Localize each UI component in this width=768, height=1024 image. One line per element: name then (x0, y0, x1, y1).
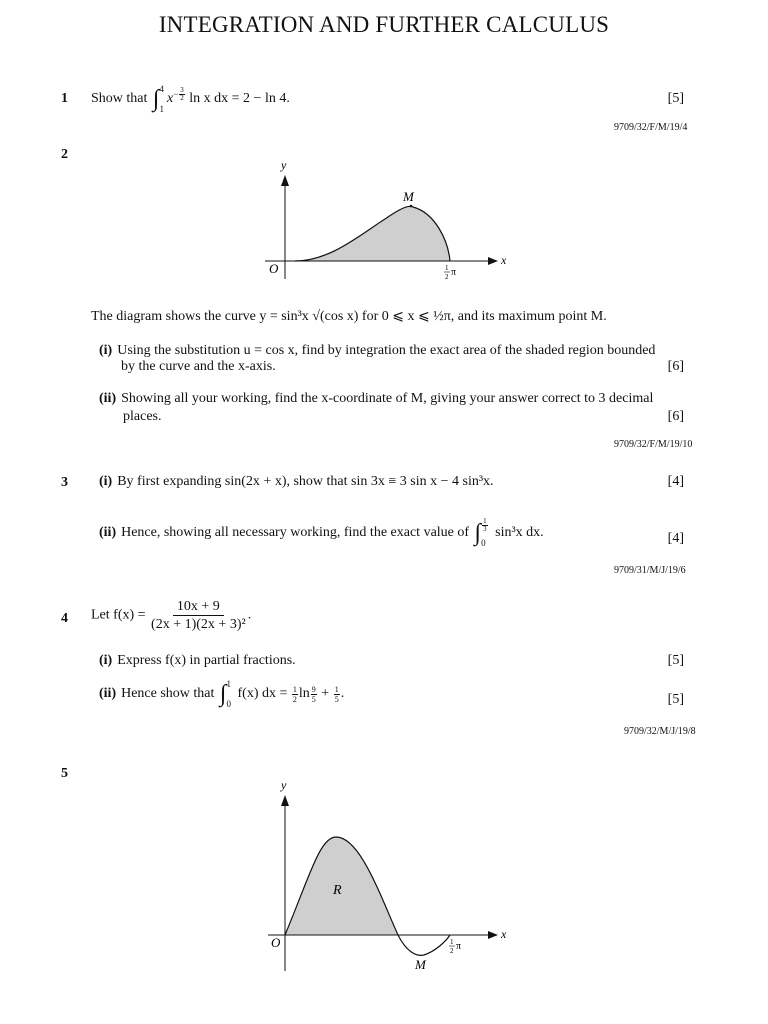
question-number-3: 3 (61, 475, 68, 490)
q5-y-arrowhead (281, 795, 289, 806)
q4-fraction (151, 598, 246, 633)
q4-part-i-text: Express f(x) in partial fractions. (117, 653, 296, 668)
q4-reference: 9709/32/M/J/19/8 (624, 726, 696, 737)
q2-part-i-line1: Using the substitution u = cos x, find by integration the exact area of the shaded region bounded (117, 343, 656, 358)
q5-pi: π (456, 941, 462, 952)
q2-part-i-marks: [6] (667, 359, 684, 374)
q5-x-label: x (501, 927, 507, 941)
q2-part-i (99, 343, 655, 359)
q1-marks: [5] (667, 91, 684, 106)
q3-lower-limit: 0 (481, 538, 486, 548)
q4-numerator: 10x + 9 (173, 598, 224, 616)
q5-curve-diagram (260, 775, 520, 975)
integral-sign: ∫ (474, 520, 482, 546)
q3-part-ii-marks: [4] (667, 531, 684, 546)
q1-prefix: Show that (91, 91, 148, 107)
q4-half-fraction: $\frac{1}{2}$ (292, 684, 297, 704)
q1-integrand: ln x dx = 2 − ln 4. (189, 91, 290, 107)
svg-text:2: 2 (450, 947, 454, 955)
q2-part-ii-label: (ii) (99, 391, 117, 406)
q4-one-fifth: $\frac{1}{5}$ (334, 684, 339, 704)
q2-part-i-line2: by the curve and the x-axis. (121, 359, 276, 374)
q2-max-point (410, 205, 413, 208)
q2-pi: π (451, 267, 457, 278)
q5-region-label: R (333, 883, 342, 898)
q3-part-i-text: By first expanding sin(2x + x), show that sin 3x ≡ 3 sin x − 4 sin³x. (117, 474, 494, 489)
q4-part-ii-text: Hence show that (121, 686, 215, 702)
q3-part-ii-text: Hence, showing all necessary working, find the exact value of (121, 525, 470, 541)
q5-x-arrowhead (488, 931, 498, 939)
q4-part-ii-marks: [5] (667, 692, 684, 707)
q2-part-ii (99, 391, 653, 407)
q4-part-i-marks: [5] (667, 653, 684, 668)
page-title: INTEGRATION AND FURTHER CALCULUS (158, 12, 610, 37)
q1-lower-limit: 1 (159, 104, 164, 114)
question-number-2: 2 (61, 147, 68, 162)
integral-sign: ∫ (219, 681, 227, 707)
q4-nine-fifths: $\frac{9}{5}$ (311, 684, 316, 704)
q2-part-i-label: (i) (99, 343, 113, 358)
q4-denominator: (2x + 1)(2x + 3)² (151, 617, 246, 632)
q1-reference: 9709/32/F/M/19/4 (614, 122, 688, 133)
q3-part-ii (99, 518, 544, 548)
question-1-statement: Show that ∫ 4 1 $x^{- \frac{3}{2}}$ ln x dx = 2 − ln 4. (91, 84, 290, 114)
q2-origin-label: O (269, 261, 279, 276)
integral-sign: ∫ (152, 86, 160, 112)
q2-curve-diagram (260, 155, 520, 285)
q4-upper-limit: 1 (226, 679, 231, 689)
q2-y-arrowhead (281, 175, 289, 186)
q5-y-label: y (281, 778, 287, 792)
svg-text:2: 2 (445, 273, 449, 281)
question-number-5: 5 (61, 766, 68, 781)
q3-part-ii-integrand: sin³x dx. (495, 525, 544, 541)
q3-part-i (99, 474, 494, 490)
q5-half-pi-label (449, 938, 461, 955)
q2-intro: The diagram shows the curve y = sin³x √(cos x) for 0 ⩽ x ⩽ ½π, and its maximum point M. (91, 309, 607, 324)
q4-part-ii: (ii) Hence show that ∫ 1 0 f(x) dx = $\frac{1}{2}$ ln $\frac{9}{5}$ + $\frac{1}{5}$ . (99, 679, 345, 709)
svg-text:1: 1 (450, 938, 454, 946)
q4-part-i (99, 653, 296, 669)
q2-half-pi-label (444, 264, 456, 281)
question-number-1: 1 (61, 91, 68, 106)
q2-x-label: x (501, 253, 507, 267)
svg-text:1: 1 (445, 264, 449, 272)
q4-part-ii-label: (ii) (99, 686, 117, 702)
q2-part-ii-line2: places. (123, 409, 162, 424)
q3-part-i-marks: [4] (667, 474, 684, 489)
q4-part-ii-integrand: f(x) dx = (237, 686, 288, 702)
q3-reference: 9709/31/M/J/19/6 (614, 565, 686, 576)
q4-lower-limit: 0 (226, 699, 231, 709)
q3-part-i-label: (i) (99, 474, 113, 489)
q2-max-label: M (403, 189, 414, 204)
q1-upper-limit: 4 (159, 84, 164, 94)
q3-part-ii-label: (ii) (99, 525, 117, 541)
q4-let-text: Let f(x) = (91, 607, 146, 623)
q5-min-label: M (415, 957, 426, 972)
question-number-4: 4 (61, 611, 68, 626)
q2-reference: 9709/32/F/M/19/10 (614, 439, 693, 450)
q3-upper-limit: $\frac{1}{3}$ (483, 517, 487, 533)
q2-part-ii-line1: Showing all your working, find the x-coordinate of M, giving your answer correct to 3 decimal (121, 391, 654, 406)
q2-y-label: y (281, 158, 287, 172)
q5-origin-label: O (271, 935, 281, 950)
q2-part-ii-marks: [6] (667, 409, 684, 424)
q4-definition: Let f(x) = $\frac{10x + 9}{\text{(2x + 1)(2x + 3)²}}$ . (91, 599, 252, 632)
q4-part-i-label: (i) (99, 653, 113, 668)
q2-x-arrowhead (488, 257, 498, 265)
